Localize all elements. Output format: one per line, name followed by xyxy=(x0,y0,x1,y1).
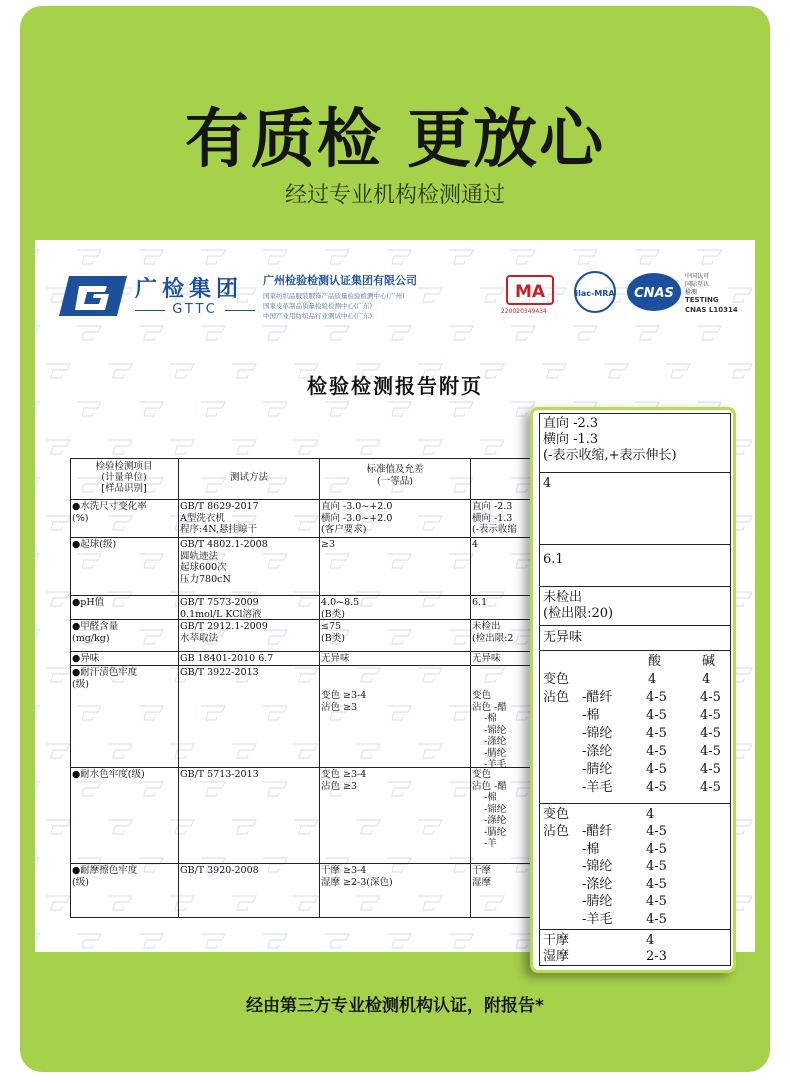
table-cell-result: 湿摩 xyxy=(472,876,492,888)
watermark-glyph xyxy=(170,440,194,454)
watermark-glyph xyxy=(46,820,70,834)
cert-side-line: 中国认可 xyxy=(685,273,710,280)
mag-sweat-acid: 4-5 xyxy=(646,780,667,795)
table-cell-result: -棉 xyxy=(472,792,497,803)
table-cell-result: -腈纶 xyxy=(472,747,507,759)
watermark-glyph xyxy=(170,820,194,834)
table-cell-result: -羊 xyxy=(472,838,497,849)
watermark-glyph xyxy=(325,554,349,568)
table-cell-standard: ≤75 xyxy=(321,621,342,632)
cma-cert-icon xyxy=(505,274,555,308)
table-rule xyxy=(70,651,590,652)
table-cell-item: (%) xyxy=(72,512,89,524)
watermark-glyph xyxy=(46,592,70,606)
table-cell-method: A型洗衣机 xyxy=(180,512,225,524)
mag-sweat-acid: 4-5 xyxy=(646,726,667,741)
watermark-glyph xyxy=(325,402,349,416)
mag-sweat-alkali: 4-5 xyxy=(700,708,721,723)
watermark-glyph xyxy=(480,668,504,682)
table-cell-standard: 变色 ≥3-4 xyxy=(321,769,367,780)
watermark-glyph xyxy=(77,706,101,720)
watermark-glyph xyxy=(418,820,442,834)
cert-side-line: 检测 xyxy=(685,289,698,296)
mag-formaldehyde: (检出限:20) xyxy=(543,606,614,621)
watermark-glyph xyxy=(263,782,287,796)
magnified-rule xyxy=(540,625,730,626)
brand-name-en: GTTC xyxy=(172,302,218,317)
watermark-glyph xyxy=(46,896,70,910)
watermark-glyph xyxy=(35,402,39,416)
watermark-glyph xyxy=(294,440,318,454)
mag-shrink: 横向 -1.3 xyxy=(543,432,599,447)
watermark-glyph xyxy=(108,516,132,530)
org-line: 国家皮革制品质量检验检测中心(广东) xyxy=(263,302,373,310)
mag-odor: 无异味 xyxy=(543,630,583,645)
mag-water-value: 4-5 xyxy=(646,859,667,874)
table-rule xyxy=(70,863,590,864)
table-cell-method: GB/T 7573-2009 xyxy=(180,597,259,608)
mag-sweat-change-label: 变色 xyxy=(543,672,570,687)
table-cell-item: ●水洗尺寸变化率 xyxy=(72,501,147,512)
org-line: 中国产业用纺织品行业测试中心(广东) xyxy=(263,312,373,320)
table-cell-result: -涤纶 xyxy=(472,736,507,747)
table-cell-result: 4 xyxy=(472,539,479,550)
watermark-glyph xyxy=(325,934,349,948)
table-cell-standard: (B类) xyxy=(321,632,345,644)
cnas-cert-text: CNAS xyxy=(634,286,674,301)
org-line: 国家纺织品服装服饰产品质量检验检测中心(广州) xyxy=(263,292,405,300)
table-rule xyxy=(178,458,179,917)
brand-name-cn: 广检集团 xyxy=(135,277,244,302)
table-cell-standard: 变色 ≥3-4 xyxy=(321,690,367,701)
table-cell-result: 干摩 xyxy=(472,865,492,876)
table-cell-item: (级) xyxy=(72,876,89,888)
mag-sweat-alkali: 4-5 xyxy=(700,744,721,759)
table-cell-result: -涤纶 xyxy=(472,815,507,826)
watermark-glyph xyxy=(35,782,39,796)
mag-alkali-header: 碱 xyxy=(702,654,716,669)
watermark-glyph xyxy=(139,934,163,948)
table-cell-method: 0.1mol/L KCl溶液 xyxy=(180,608,262,620)
watermark-glyph xyxy=(139,706,163,720)
magnified-rule xyxy=(540,586,730,587)
mag-sweat-change-acid: 4 xyxy=(648,672,657,687)
magnified-results xyxy=(530,407,736,973)
watermark-glyph xyxy=(35,478,39,492)
magnified-rule xyxy=(540,472,730,473)
watermark-glyph xyxy=(35,630,39,644)
mag-water-value: 4-5 xyxy=(646,894,667,909)
table-cell-method: 起球600次 xyxy=(180,562,227,573)
table-rule xyxy=(70,595,590,596)
watermark-glyph xyxy=(46,668,70,682)
watermark-glyph xyxy=(46,440,70,454)
watermark-glyph xyxy=(263,934,287,948)
watermark-glyph xyxy=(356,744,380,758)
table-cell-standard: 横向 -3.0~+2.0 xyxy=(321,512,393,524)
table-rule xyxy=(70,499,590,500)
watermark-glyph xyxy=(418,440,442,454)
table-rule xyxy=(70,458,590,459)
table-cell-standard: 干摩 ≥3-4 xyxy=(321,865,367,876)
watermark-glyph xyxy=(418,744,442,758)
watermark-glyph xyxy=(387,554,411,568)
watermark-glyph xyxy=(356,440,380,454)
mag-sweat-acid: 4-5 xyxy=(646,744,667,759)
mag-rub-wet-label: 湿摩 xyxy=(543,949,570,964)
mag-sweat-change-alkali: 4 xyxy=(702,672,711,687)
org-name: 广州检验检测认证集团有限公司 xyxy=(263,274,417,287)
cma-cert-number: 220020349434 xyxy=(501,308,547,315)
headline: 有质检 更放心 xyxy=(184,103,606,177)
table-rule xyxy=(70,665,590,666)
table-cell-method: GB 18401-2010 6.7 xyxy=(180,653,274,664)
watermark-glyph xyxy=(294,668,318,682)
table-cell-standard: 沾色 ≥3 xyxy=(321,701,358,713)
table-cell-method: GB/T 3922-2013 xyxy=(180,667,259,678)
table-cell-item: ●异味 xyxy=(72,653,100,664)
mag-sweat-alkali: 4-5 xyxy=(700,690,721,705)
header-standard: 标准值及允差 xyxy=(366,464,424,475)
watermark-glyph xyxy=(232,820,256,834)
table-cell-result: (检出限:2 xyxy=(472,632,514,644)
mag-formaldehyde: 未检出 xyxy=(543,590,583,605)
watermark-glyph xyxy=(232,440,256,454)
watermark-glyph xyxy=(170,896,194,910)
table-cell-result: 未检出 xyxy=(472,621,501,632)
watermark-glyph xyxy=(263,554,287,568)
mag-water-fiber: -涤纶 xyxy=(582,876,613,892)
cma-cert-text: MA xyxy=(514,282,546,302)
watermark-glyph xyxy=(449,934,473,948)
watermark-glyph xyxy=(108,820,132,834)
table-cell-item: ●耐汗渍色牢度 xyxy=(72,667,138,678)
mag-sweat-fiber: -醋纤 xyxy=(582,690,613,705)
report-title: 检验检测报告附页 xyxy=(307,374,483,398)
mag-rub-dry-label: 干摩 xyxy=(543,933,570,948)
watermark-glyph xyxy=(139,858,163,872)
table-cell-method: GB/T 4802.1-2008 xyxy=(180,539,268,550)
mag-water-fiber: -醋纤 xyxy=(582,824,613,839)
table-cell-standard: 沾色 ≥3 xyxy=(321,780,358,792)
mag-rub-dry-value: 4 xyxy=(646,933,655,948)
watermark-glyph xyxy=(139,630,163,644)
magnified-rule xyxy=(540,544,730,545)
subline: 经过专业机构检测通过 xyxy=(284,183,505,208)
mag-water-fiber: -锦纶 xyxy=(582,859,613,874)
watermark-glyph xyxy=(139,402,163,416)
table-cell-result: (-表示收缩 xyxy=(472,524,517,535)
table-cell-result: -锦纶 xyxy=(472,724,507,736)
watermark-glyph xyxy=(46,744,70,758)
watermark-glyph xyxy=(418,516,442,530)
mag-sweat-fiber: -棉 xyxy=(582,708,600,723)
table-cell-item: (级) xyxy=(72,678,89,690)
mag-water-change-label: 变色 xyxy=(543,807,570,822)
watermark-glyph xyxy=(387,782,411,796)
table-rule xyxy=(70,767,590,768)
table-cell-standard: ≥3 xyxy=(321,539,336,550)
table-cell-item: (mg/kg) xyxy=(72,632,110,644)
watermark-glyph xyxy=(356,820,380,834)
watermark-glyph xyxy=(387,706,411,720)
table-cell-standard: (B类) xyxy=(321,608,345,620)
watermark-glyph xyxy=(418,896,442,910)
table-cell-result: -棉 xyxy=(472,713,497,724)
mag-water-fiber: -棉 xyxy=(582,841,600,857)
mag-sweat-acid: 4-5 xyxy=(646,762,667,777)
table-cell-item: ●耐水色牢度(级) xyxy=(72,769,145,780)
table-cell-standard: 4.0~8.5 xyxy=(321,597,360,608)
watermark-glyph xyxy=(35,934,39,948)
table-cell-result: -羊毛 xyxy=(472,759,507,770)
watermark-glyph xyxy=(108,896,132,910)
watermark-glyph xyxy=(356,668,380,682)
mag-rub-wet-value: 2-3 xyxy=(646,949,667,964)
watermark-glyph xyxy=(77,934,101,948)
table-rule xyxy=(319,458,320,917)
mag-water-value: 4-5 xyxy=(646,841,667,857)
table-cell-result: 变色 xyxy=(472,769,492,780)
table-rule xyxy=(70,458,71,917)
watermark-glyph xyxy=(480,440,504,454)
watermark-glyph xyxy=(35,554,39,568)
table-cell-result: 沾色 -醋 xyxy=(472,701,507,713)
mag-water-fiber: -腈纶 xyxy=(582,894,613,909)
mag-ph: 6.1 xyxy=(543,552,564,567)
watermark-glyph xyxy=(201,934,225,948)
table-cell-method: GB/T 2912.1-2009 xyxy=(180,621,268,632)
table-cell-item: ●甲醛含量 xyxy=(72,621,119,632)
table-cell-item: ●耐摩擦色牢度 xyxy=(72,865,138,876)
mag-water-value: 4-5 xyxy=(646,911,667,927)
watermark-glyph xyxy=(387,934,411,948)
brand-rule-right xyxy=(225,310,255,311)
watermark-glyph xyxy=(263,402,287,416)
watermark-glyph xyxy=(77,782,101,796)
header-item: (计量单位) xyxy=(101,472,147,483)
table-cell-method: 水萃取法 xyxy=(180,632,219,644)
watermark-glyph xyxy=(139,782,163,796)
cert-side-line: TESTING xyxy=(685,296,719,304)
mag-water-stain-label: 沾色 xyxy=(543,824,570,839)
watermark-glyph xyxy=(201,402,225,416)
mag-water-change-value: 4 xyxy=(646,807,655,822)
magnified-rule xyxy=(540,650,730,651)
mag-water-value: 4-5 xyxy=(646,824,667,839)
table-cell-standard: 湿摩 ≥2-3(深色) xyxy=(321,876,393,888)
watermark-glyph xyxy=(35,858,39,872)
table-cell-result: -锦纶 xyxy=(472,803,507,815)
watermark-glyph xyxy=(170,744,194,758)
watermark-glyph xyxy=(232,896,256,910)
footer-note: 经由第三方专业检测机构认证，附报告* xyxy=(246,996,544,1016)
watermark-glyph xyxy=(387,630,411,644)
watermark-glyph xyxy=(35,706,39,720)
table-rule xyxy=(70,537,590,538)
mag-acid-header: 酸 xyxy=(648,654,662,669)
header-method: 测试方法 xyxy=(229,472,268,483)
watermark-glyph xyxy=(356,896,380,910)
table-cell-standard: 直向 -3.0~+2.0 xyxy=(321,501,393,512)
mag-sweat-fiber: -腈纶 xyxy=(582,762,613,777)
watermark-glyph xyxy=(77,554,101,568)
watermark-glyph xyxy=(201,706,225,720)
mag-sweat-stain-label: 沾色 xyxy=(543,690,570,705)
table-cell-method: 压力780cN xyxy=(180,573,231,585)
report-header xyxy=(35,240,755,340)
mag-water-value: 4-5 xyxy=(646,876,667,892)
watermark-glyph xyxy=(294,820,318,834)
watermark-glyph xyxy=(263,706,287,720)
table-cell-result: 无异味 xyxy=(472,653,501,664)
mag-sweat-alkali: 4-5 xyxy=(700,780,721,795)
ilac-mra-text: ilac-MRA xyxy=(575,289,615,298)
watermark-glyph xyxy=(294,744,318,758)
watermark-glyph xyxy=(201,782,225,796)
cert-side-line: 国际互认 xyxy=(685,281,710,288)
mag-pilling: 4 xyxy=(543,476,552,491)
table-cell-method: GB/T 5713-2013 xyxy=(180,769,259,780)
table-cell-result: 变色 xyxy=(472,690,492,701)
watermark-glyph xyxy=(387,402,411,416)
mag-shrink: (-表示收缩,+表示伸长) xyxy=(543,448,677,463)
watermark-glyph xyxy=(46,516,70,530)
watermark-glyph xyxy=(77,402,101,416)
watermark-glyph xyxy=(232,744,256,758)
magnified-results-table xyxy=(539,413,731,966)
magnified-rule xyxy=(540,803,730,804)
table-cell-item: ●起球(级) xyxy=(72,539,117,550)
cert-side-line: CNAS L10314 xyxy=(685,306,738,314)
mag-sweat-fiber: -羊毛 xyxy=(582,780,613,795)
header-standard: (一等品) xyxy=(377,476,413,487)
watermark-glyph xyxy=(480,896,504,910)
watermark-glyph xyxy=(108,440,132,454)
table-cell-method: 程序:4N,悬挂晾干 xyxy=(180,524,257,535)
mag-sweat-acid: 4-5 xyxy=(646,708,667,723)
table-cell-method: GB/T 3920-2008 xyxy=(180,865,259,876)
table-rule xyxy=(70,917,590,918)
watermark-glyph xyxy=(387,858,411,872)
watermark-glyph xyxy=(139,554,163,568)
mag-shrink: 直向 -2.3 xyxy=(543,416,599,431)
table-cell-item: ●pH值 xyxy=(72,597,105,608)
table-cell-method: 圆轨迹法 xyxy=(180,550,219,562)
mag-sweat-acid: 4-5 xyxy=(646,690,667,705)
header-item: 检验检测项目 xyxy=(95,461,153,472)
table-cell-result: 沾色 -醋 xyxy=(472,780,507,792)
header-item: [样品识别] xyxy=(101,483,147,494)
watermark-glyph xyxy=(418,668,442,682)
mag-water-fiber: -羊毛 xyxy=(582,911,613,927)
table-cell-method: GB/T 8629-2017 xyxy=(180,501,259,512)
ilac-mra-icon xyxy=(569,270,621,316)
table-cell-standard: 无异味 xyxy=(321,653,350,664)
table-cell-result: -腈纶 xyxy=(472,826,507,838)
gttc-logo-icon xyxy=(57,272,129,320)
watermark-glyph xyxy=(108,744,132,758)
magnified-rule xyxy=(540,929,730,930)
mag-sweat-fiber: -锦纶 xyxy=(582,726,613,741)
table-cell-result: 直向 -2.3 xyxy=(472,501,513,512)
mag-sweat-alkali: 4-5 xyxy=(700,726,721,741)
table-cell-standard: (客户要求) xyxy=(321,524,367,535)
watermark-glyph xyxy=(449,402,473,416)
mag-sweat-fiber: -涤纶 xyxy=(582,744,613,759)
watermark-glyph xyxy=(294,896,318,910)
table-rule xyxy=(470,458,471,917)
watermark-glyph xyxy=(294,516,318,530)
table-cell-result: 6.1 xyxy=(472,597,488,608)
mag-sweat-alkali: 4-5 xyxy=(700,762,721,777)
table-cell-result: 横向 -1.3 xyxy=(472,512,513,524)
cnas-cert-icon xyxy=(625,270,683,316)
watermark-glyph xyxy=(263,858,287,872)
